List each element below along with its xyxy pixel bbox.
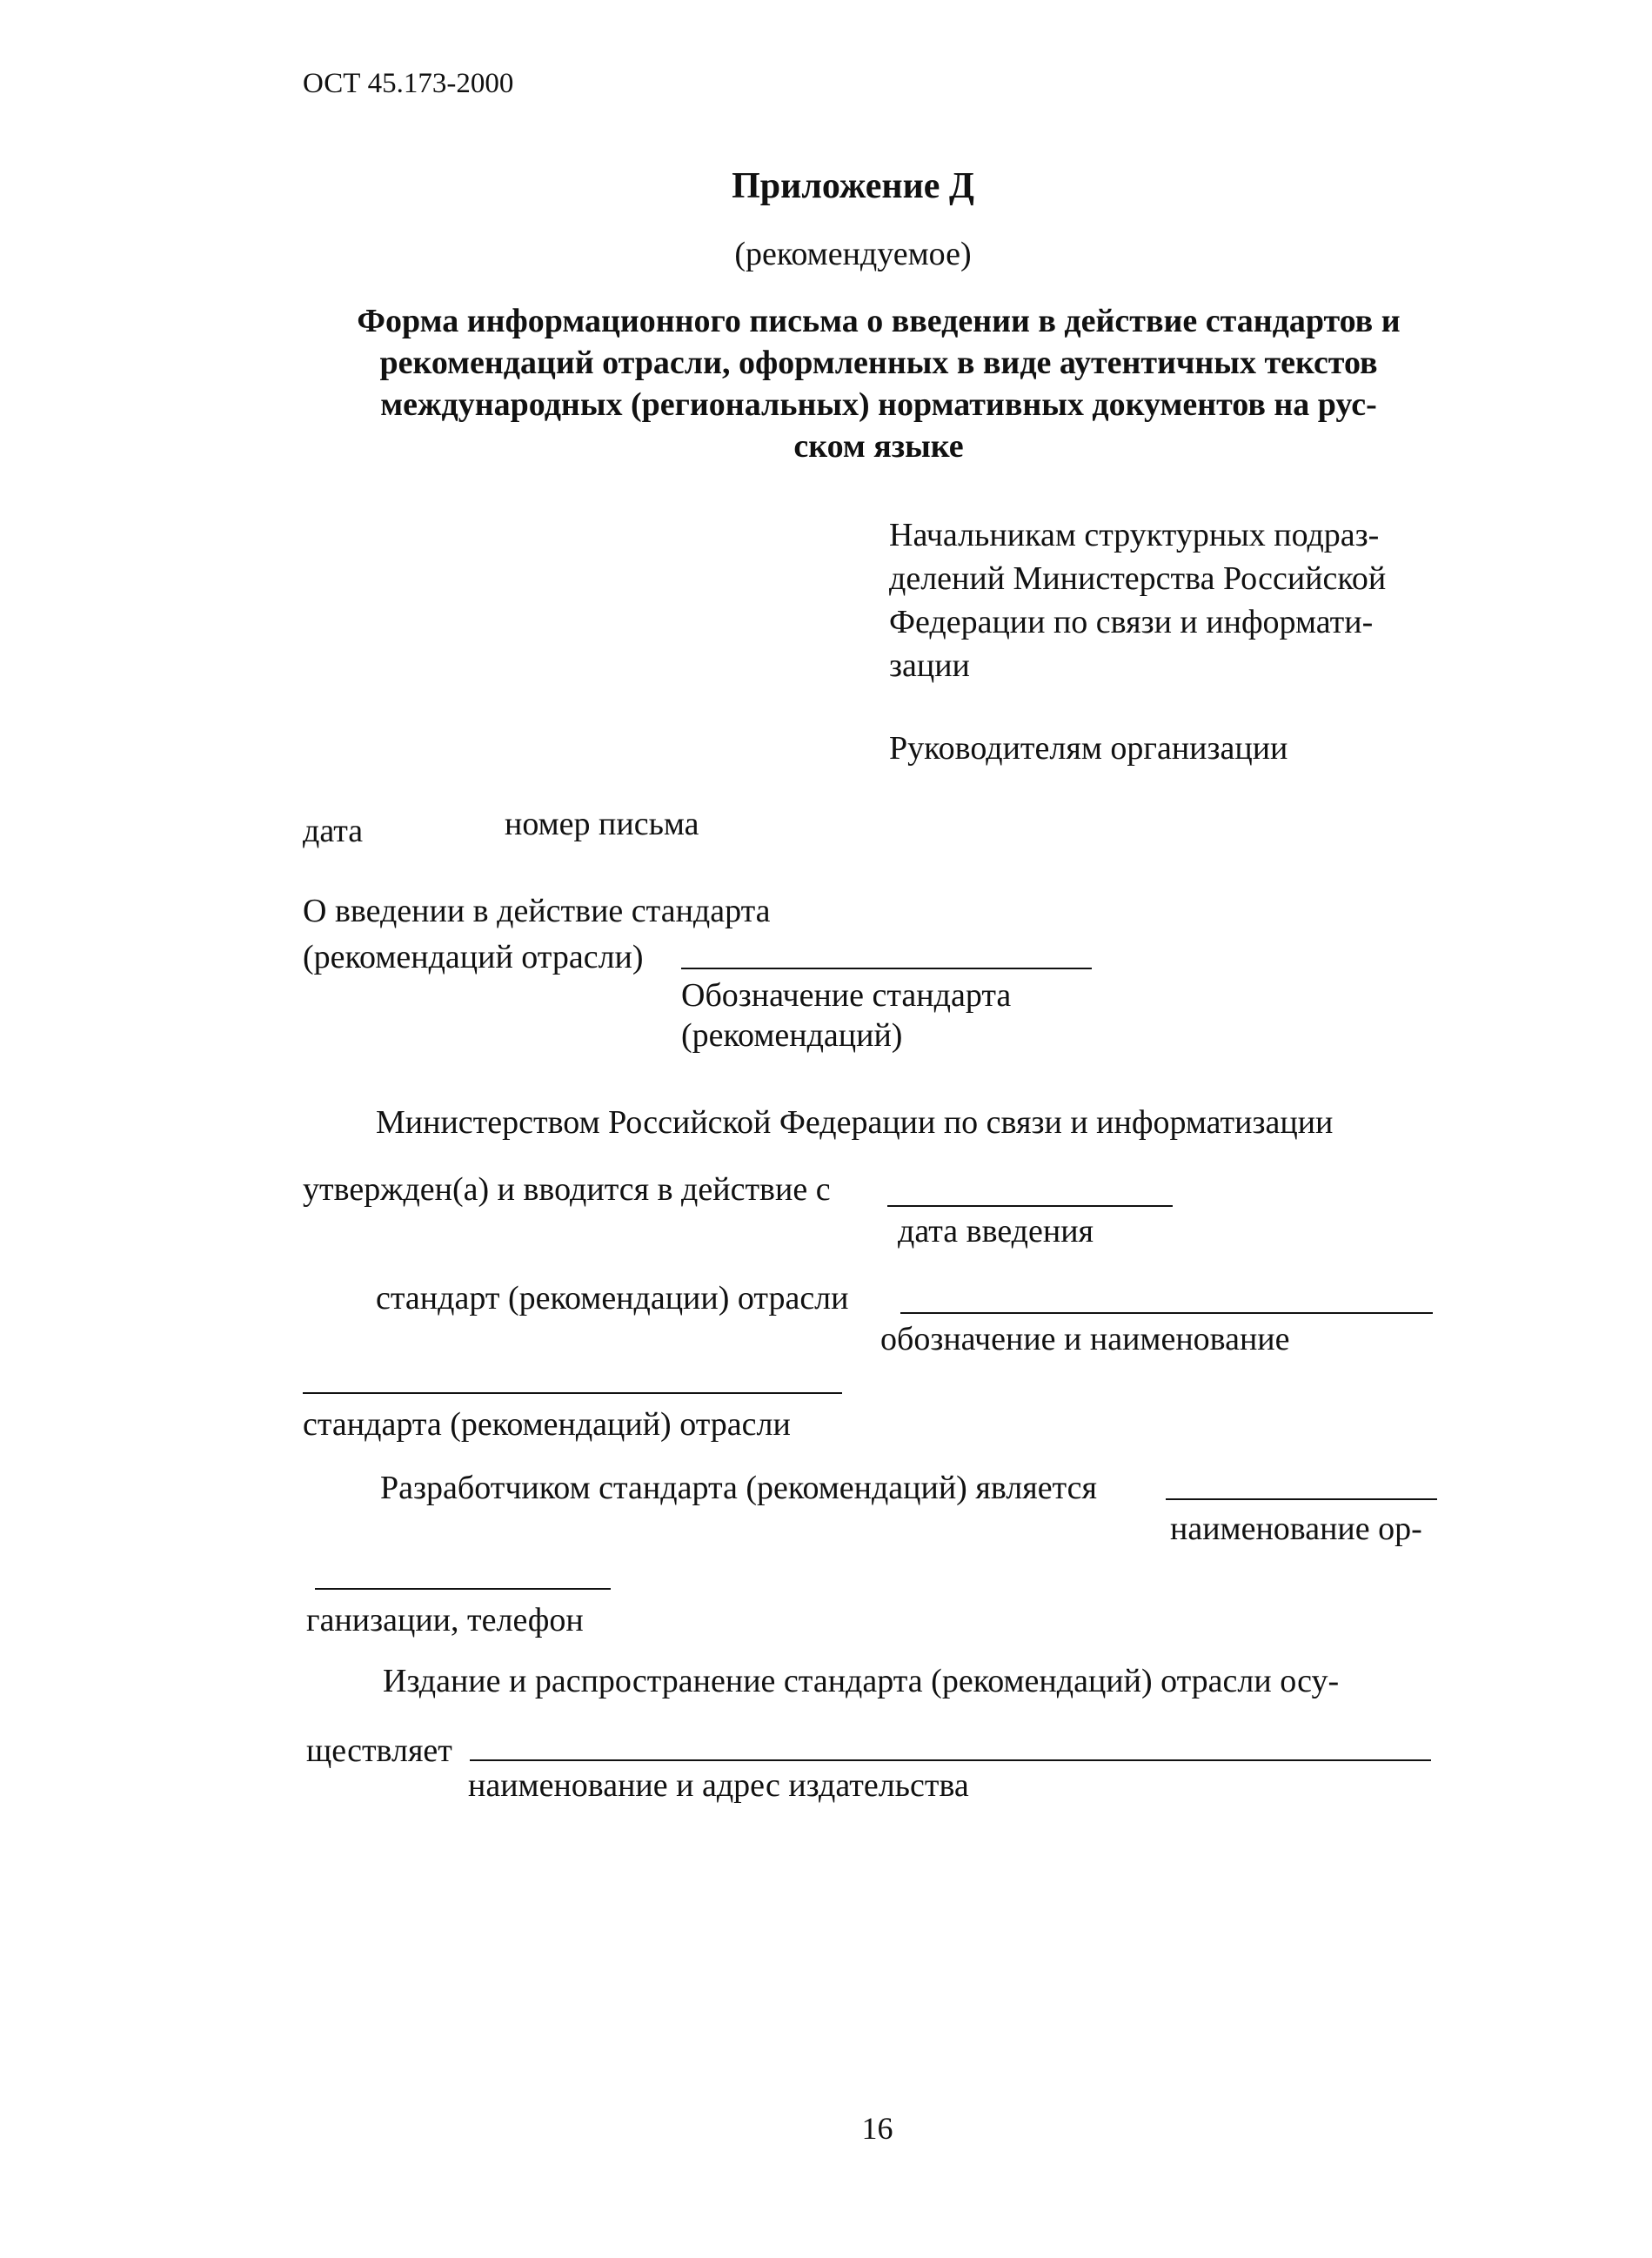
publishing-cont: ществляет	[306, 1732, 452, 1769]
date-label: дата	[303, 813, 364, 849]
form-title-line: международных (региональных) нормативных документов на рус-	[380, 386, 1377, 423]
letter-number-label: номер письма	[505, 806, 699, 842]
standard-cont: стандарта (рекомендаций) отрасли	[303, 1406, 791, 1443]
publishing-caption: наименование и адрес издательства	[468, 1767, 969, 1804]
date-blank	[887, 1205, 1173, 1207]
developer-blank-cont	[315, 1588, 611, 1590]
subject-caption: Обозначение стандарта	[681, 977, 1012, 1014]
standard-blank	[900, 1312, 1433, 1314]
form-title-line: рекомендаций отрасли, оформленных в виде аутентичных текстов	[379, 345, 1378, 381]
publishing-line: Издание и распространение стандарта (рекомендаций) отрасли осу-	[383, 1663, 1340, 1699]
appendix-status: (рекомендуемое)	[734, 236, 972, 272]
page-number: 16	[861, 2111, 893, 2146]
addressee-line: Начальникам структурных подраз-	[889, 517, 1380, 553]
appendix-title: Приложение Д	[732, 166, 974, 206]
form-title-line: ском языке	[793, 428, 964, 465]
developer-cont: ганизации, телефон	[306, 1602, 584, 1638]
form-title-line: Форма информационного письма о введении в действие стандартов и	[357, 303, 1401, 339]
developer-line: Разработчиком стандарта (рекомендаций) является	[380, 1470, 1097, 1506]
subject-line: (рекомендаций отрасли)	[303, 939, 644, 975]
publisher-blank	[470, 1759, 1431, 1761]
addressee-line: Федерации по связи и информати-	[889, 604, 1374, 640]
addressee-line: делений Министерства Российской	[889, 560, 1387, 597]
approved-caption: дата введения	[898, 1213, 1094, 1250]
standard-blank-cont	[303, 1392, 842, 1394]
standard-line: стандарт (рекомендации) отрасли	[376, 1280, 849, 1317]
form-title	[304, 300, 1453, 467]
subject-blank	[681, 968, 1092, 969]
approved-line: утвержден(а) и вводится в действие с	[303, 1171, 831, 1208]
developer-caption: наименование ор-	[1170, 1511, 1422, 1547]
subject-line: О введении в действие стандарта	[303, 893, 771, 929]
standard-caption: обозначение и наименование	[880, 1321, 1290, 1357]
subject-caption: (рекомендаций)	[681, 1017, 903, 1054]
developer-blank	[1166, 1498, 1437, 1500]
document-code: ОСТ 45.173-2000	[303, 68, 514, 99]
addressee-managers: Руководителям организации	[889, 730, 1288, 767]
addressee-line: зации	[889, 647, 970, 684]
ministry-line: Министерством Российской Федерации по связи и информатизации	[376, 1104, 1334, 1141]
addressee-heads	[889, 513, 1386, 687]
